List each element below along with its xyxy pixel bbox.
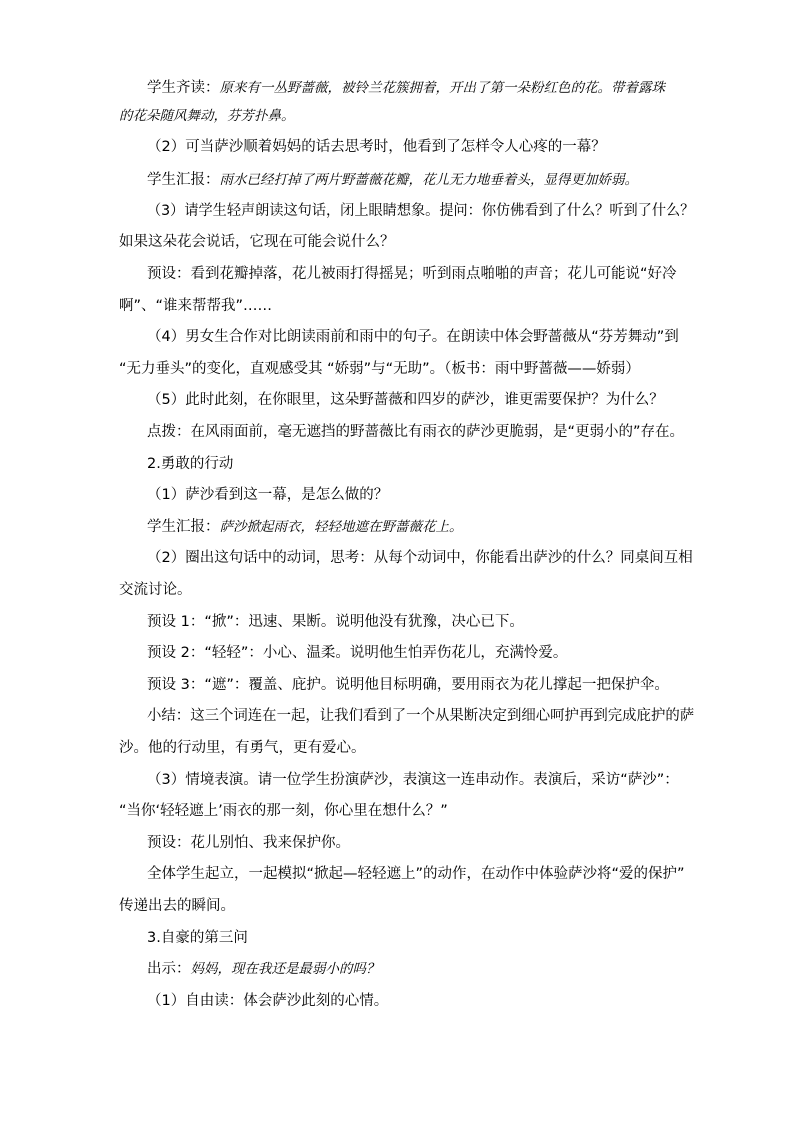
text-line: （5）此时此刻，在你眼里，这朵野蔷薇和四岁的萨沙，谁更需要保护？为什么？ [147, 392, 664, 408]
text-line: 出示：妈妈，现在我还是最弱小的吗？ [147, 961, 380, 977]
text-line: 啊”、“谁来帮帮我”…… [119, 298, 273, 314]
text-line: 的花朵随风舞动，芬芳扑鼻。 [119, 108, 295, 124]
section-heading: 3.自豪的第三问 [147, 930, 248, 946]
text-line: 预设 2：“轻轻”：小心、温柔。说明他生怕弄伤花儿，充满怜爱。 [147, 645, 568, 661]
text-line: 点拨：在风雨面前，毫无遮挡的野蔷薇比有雨衣的萨沙更脆弱，是“更弱小的”存在。 [147, 424, 685, 440]
text-line: 学生汇报：萨沙掀起雨衣，轻轻地遮在野蔷薇花上。 [147, 519, 463, 535]
text-line: （2）圈出这句话中的动词，思考：从每个动词中，你能看出萨沙的什么？同桌间互相 [147, 550, 693, 566]
text-line: （1）自由读：体会萨沙此刻的心情。 [147, 993, 389, 1009]
text-line: 交流讨论。 [119, 582, 192, 598]
text-line: 预设：花儿别怕、我来保护你。 [147, 835, 350, 851]
text-line: 学生汇报：雨水已经打掉了两片野蔷薇花瓣，花儿无力地垂着头，显得更加娇弱。 [147, 172, 638, 188]
text-line: 传递出去的瞬间。 [119, 898, 235, 914]
text-line: 预设：看到花瓣掉落，花儿被雨打得摇晃；听到雨点啪啪的声音；花儿可能说“好冷 [147, 266, 677, 282]
text-line: （2）可当萨沙顺着妈妈的话去思考时，他看到了怎样令人心疼的一幕？ [147, 139, 606, 155]
text-line: 学生齐读：原来有一丛野蔷薇，被铃兰花簇拥着，开出了第一朵粉红色的花。带着露珠 [147, 80, 665, 96]
text-line: （4）男女生合作对比朗读雨前和雨中的句子。在朗读中体会野蔷薇从“芬芳舞动”到 [147, 329, 679, 345]
section-heading: 2.勇敢的行动 [147, 456, 234, 472]
text-line: （3）请学生轻声朗读这句话，闭上眼睛想象。提问：你仿佛看到了什么？听到了什么？ [147, 203, 695, 219]
text-line: 小结：这三个词连在一起，让我们看到了一个从果断决定到细心呵护再到完成庇护的萨 [147, 708, 695, 724]
text-line: 预设 3：“遮”：覆盖、庇护。说明他目标明确，要用雨衣为花儿撑起一把保护伞。 [147, 677, 669, 693]
text-line: （1）萨沙看到这一幕，是怎么做的？ [147, 487, 389, 503]
text-line: “无力垂头”的变化，直观感受其 “娇弱”与“无助”。（板书：雨中野蔷薇——娇弱） [119, 361, 640, 377]
text-line: 沙。他的行动里，有勇气，更有爱心。 [119, 740, 366, 756]
text-line: 预设 1：“掀”：迅速、果断。说明他没有犹豫，决心已下。 [147, 614, 524, 630]
text-line: 如果这朵花会说话，它现在可能会说什么？ [119, 234, 395, 250]
text-line: 全体学生起立，一起模拟“掀起—轻轻遮上”的动作，在动作中体验萨沙将“爱的保护” [147, 866, 685, 882]
text-line: “当你‘轻轻遮上’雨衣的那一刻，你心里在想什么？” [119, 803, 448, 819]
text-line: （3）情境表演。请一位学生扮演萨沙，表演这一连串动作。表演后，采访“萨沙”： [147, 772, 679, 788]
